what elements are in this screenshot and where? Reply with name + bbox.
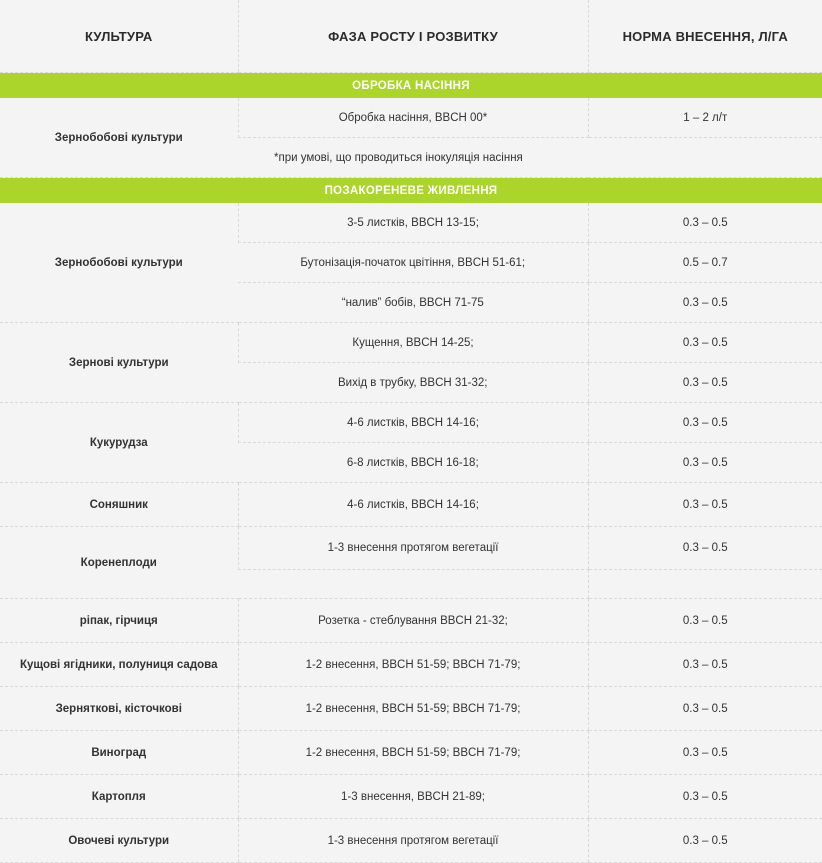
table-row [0, 403, 822, 443]
crop-cell: Зернобобові культури [0, 98, 238, 178]
section-title: ОБРОБКА НАСІННЯ [0, 73, 822, 99]
footnote-cell: *при умові, що проводиться інокуляція насіння [238, 138, 822, 178]
crop-cell: Овочеві культури [0, 819, 238, 863]
section-title: ПОЗАКОРЕНЕВЕ ЖИВЛЕННЯ [0, 178, 822, 204]
phase-cell: Обробка насіння, BBCH 00* [238, 98, 588, 138]
rate-cell: 0.5 – 0.7 [588, 243, 822, 283]
rate-cell: 0.3 – 0.5 [588, 483, 822, 527]
crop-cell: Кукурудза [0, 403, 238, 483]
phase-cell: Бутонізація-початок цвітіння, BBCH 51-61; [238, 243, 588, 283]
table-row [0, 643, 822, 687]
phase-cell: 4-6 листків, BBCH 14-16; [238, 403, 588, 443]
rate-cell: 0.3 – 0.5 [588, 775, 822, 819]
phase-cell: Розетка - стеблування BBCH 21-32; [238, 599, 588, 643]
header-rate: НОРМА ВНЕСЕННЯ, Л/ГА [588, 0, 822, 73]
phase-cell: 4-6 листків, BBCH 14-16; [238, 483, 588, 527]
header-row [0, 0, 822, 73]
header-phase: ФАЗА РОСТУ І РОЗВИТКУ [238, 0, 588, 73]
rate-cell: 1 – 2 л/т [588, 98, 822, 138]
rate-cell: 0.3 – 0.5 [588, 527, 822, 570]
table-row [0, 599, 822, 643]
crop-cell: Соняшник [0, 483, 238, 527]
phase-cell: 1-2 внесення, BBCH 51-59; BBCH 71-79; [238, 731, 588, 775]
table-row [0, 527, 822, 570]
empty-rate-cell [588, 570, 822, 599]
phase-cell: 1-2 внесення, BBCH 51-59; BBCH 71-79; [238, 687, 588, 731]
phase-cell: 1-2 внесення, BBCH 51-59; BBCH 71-79; [238, 643, 588, 687]
table-row [0, 819, 822, 863]
rate-cell: 0.3 – 0.5 [588, 283, 822, 323]
phase-cell: 1-3 внесення протягом вегетації [238, 527, 588, 570]
phase-cell: “налив” бобів, BBCH 71-75 [238, 283, 588, 323]
rate-cell: 0.3 – 0.5 [588, 323, 822, 363]
crop-cell: ріпак, гірчиця [0, 599, 238, 643]
header-crop: КУЛЬТУРА [0, 0, 238, 73]
rate-cell: 0.3 – 0.5 [588, 819, 822, 863]
rate-cell: 0.3 – 0.5 [588, 643, 822, 687]
rate-cell: 0.3 – 0.5 [588, 687, 822, 731]
phase-cell: 3-5 листків, BBCH 13-15; [238, 203, 588, 243]
phase-cell: 6-8 листків, BBCH 16-18; [238, 443, 588, 483]
phase-cell: 1-3 внесення, BBCH 21-89; [238, 775, 588, 819]
rate-cell: 0.3 – 0.5 [588, 363, 822, 403]
crop-cell: Картопля [0, 775, 238, 819]
rate-cell: 0.3 – 0.5 [588, 403, 822, 443]
table-row [0, 98, 822, 138]
section-band-foliar-feeding [0, 178, 822, 204]
section-band-seed-treatment [0, 73, 822, 99]
rate-cell: 0.3 – 0.5 [588, 443, 822, 483]
rate-cell: 0.3 – 0.5 [588, 731, 822, 775]
phase-cell: 1-3 внесення протягом вегетації [238, 819, 588, 863]
table-row [0, 775, 822, 819]
crop-cell: Зернові культури [0, 323, 238, 403]
empty-phase-cell [238, 570, 588, 599]
table-row [0, 731, 822, 775]
rate-cell: 0.3 – 0.5 [588, 203, 822, 243]
table-row [0, 323, 822, 363]
crop-cell: Зерняткові, кісточкові [0, 687, 238, 731]
crop-cell: Зернобобові культури [0, 203, 238, 323]
rate-cell: 0.3 – 0.5 [588, 599, 822, 643]
crop-cell: Виноград [0, 731, 238, 775]
table-row [0, 687, 822, 731]
phase-cell: Кущення, BBCH 14-25; [238, 323, 588, 363]
crop-cell: Кущові ягідники, полуниця садова [0, 643, 238, 687]
crop-cell: Коренеплоди [0, 527, 238, 599]
phase-cell: Вихід в трубку, BBCH 31-32; [238, 363, 588, 403]
table-row [0, 483, 822, 527]
table-row [0, 203, 822, 243]
